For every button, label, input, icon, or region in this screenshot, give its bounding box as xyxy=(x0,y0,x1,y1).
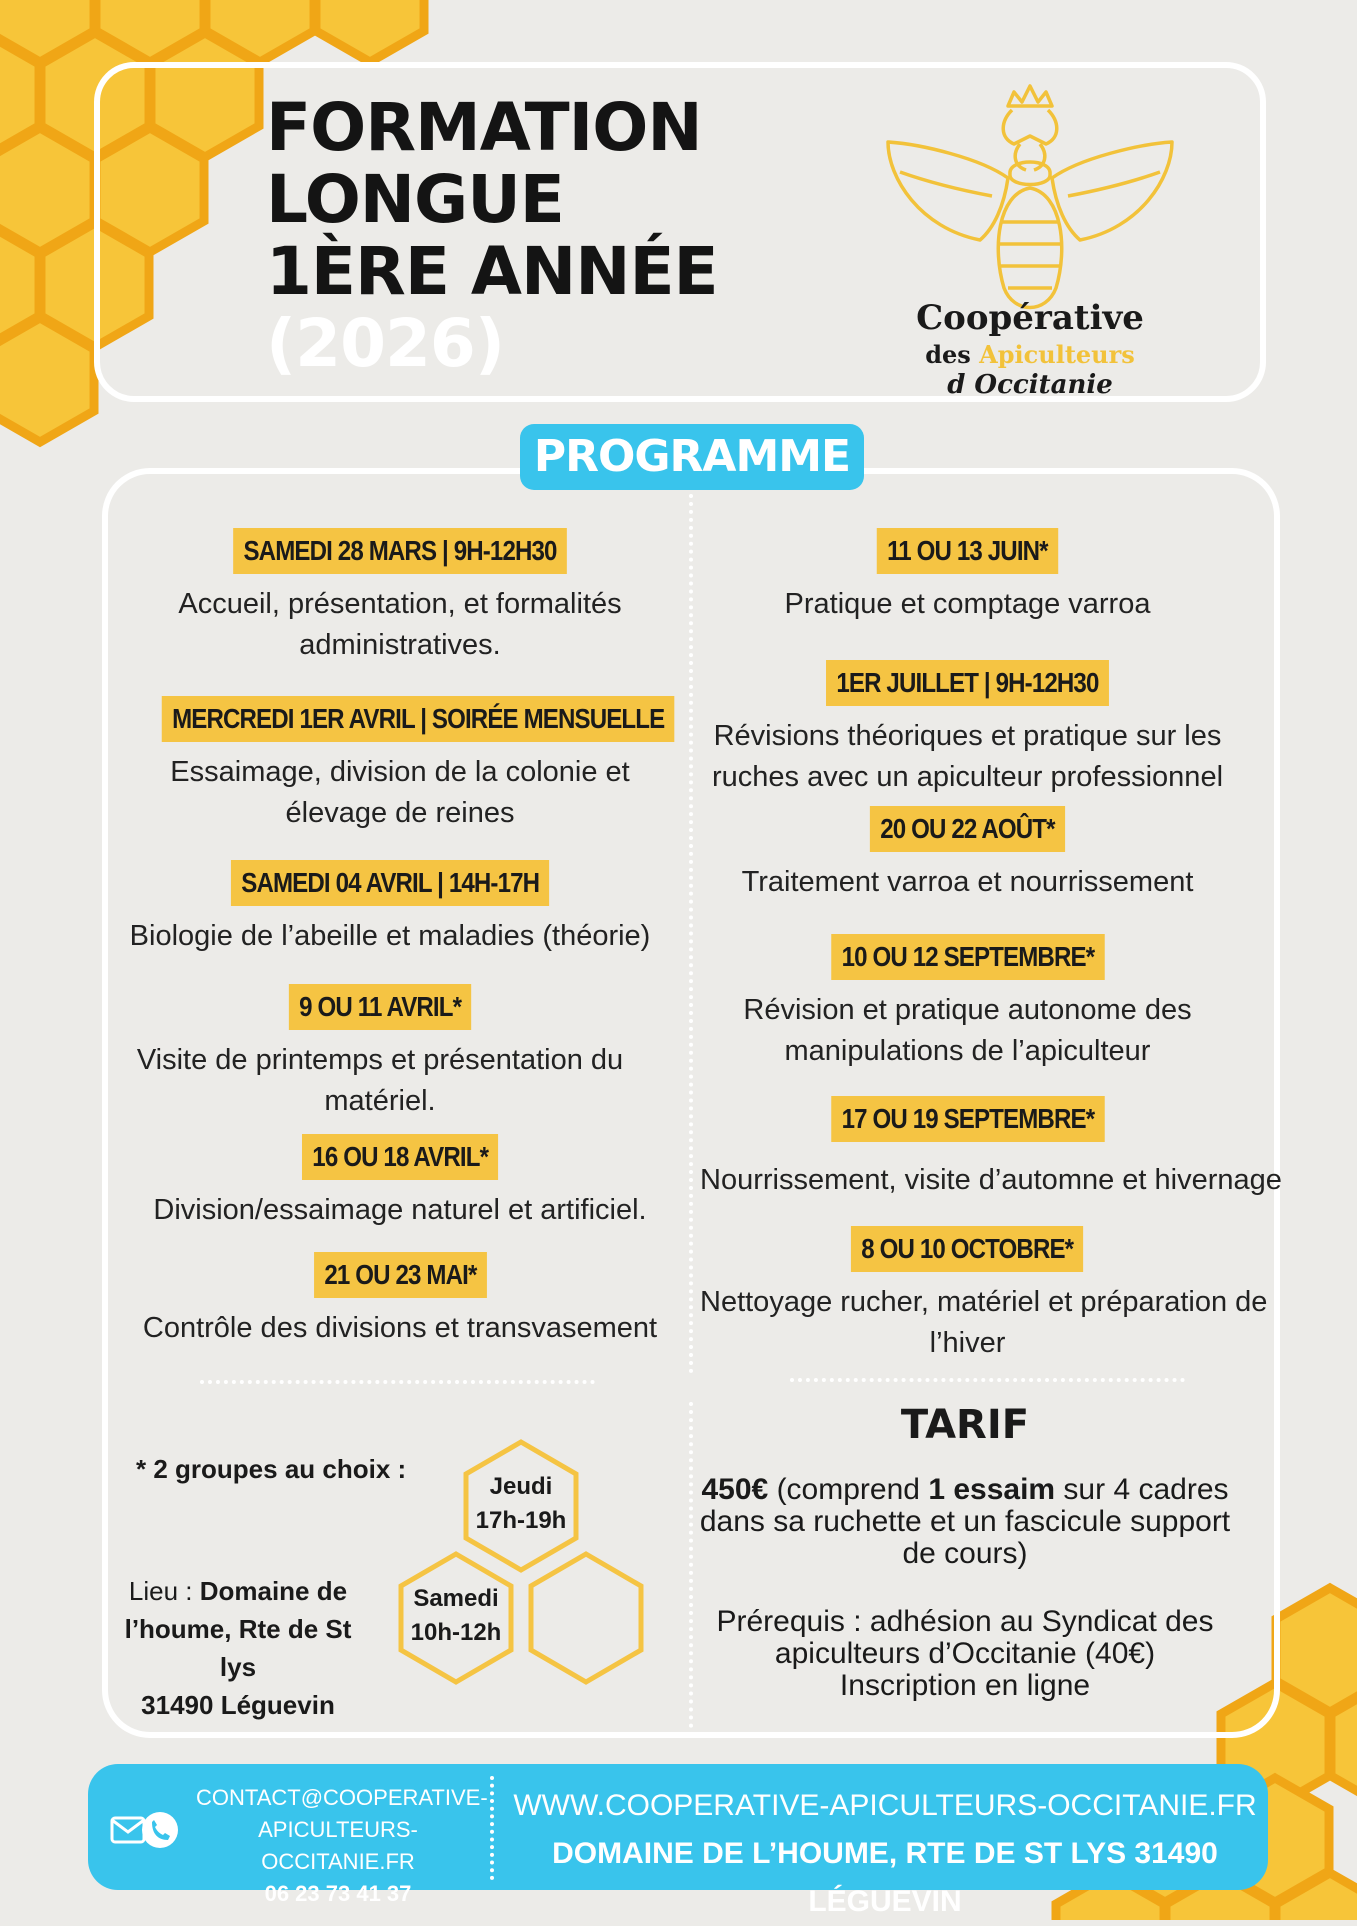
group1-text: Jeudi 17h-19h xyxy=(475,1473,567,1534)
schedule-item xyxy=(120,1134,680,1231)
date-tag: 10 OU 12 SEPTEMBRE* xyxy=(831,934,1104,980)
logo-text-line3: d Occitanie xyxy=(947,370,1113,400)
event-description: Division/essaimage naturel et artificiel. xyxy=(153,1194,647,1226)
date-tag: SAMEDI 04 AVRIL | 14H-17H xyxy=(231,860,550,906)
contact-email-phone-icon xyxy=(110,1804,184,1858)
date-tag: 8 OU 10 OCTOBRE* xyxy=(851,1226,1084,1272)
event-description: Révision et pratique autonome des manipulations de l’apiculteur xyxy=(743,994,1192,1067)
schedule-item xyxy=(700,1226,1268,1364)
date-tag: 11 OU 13 JUIN* xyxy=(877,528,1058,574)
left-section-divider xyxy=(200,1380,595,1384)
date-tag: 16 OU 18 AVRIL* xyxy=(302,1134,498,1180)
groups-label: * 2 groupes au choix : xyxy=(136,1454,407,1484)
logo-text-line1: Coopérative xyxy=(916,298,1144,338)
schedule-item xyxy=(700,934,1235,1072)
event-description: Contrôle des divisions et transvasement xyxy=(142,1312,658,1344)
venue-address: Lieu : Domaine de l’houme, Rte de St lys 31490 Léguevin xyxy=(124,1576,352,1720)
title-line-3: 1ÈRE ANNÉE xyxy=(266,233,718,310)
schedule-item xyxy=(120,1252,680,1349)
event-description: Révisions théoriques et pratique sur les ruches avec un apiculteur professionnel xyxy=(711,720,1224,793)
date-tag: 17 OU 19 SEPTEMBRE* xyxy=(831,1096,1104,1142)
date-tag: 21 OU 23 MAI* xyxy=(314,1252,487,1298)
programme-label: PROGRAMME xyxy=(520,424,864,490)
schedule-item xyxy=(100,984,660,1122)
tarif-title: TARIF xyxy=(900,1402,1030,1448)
footer-address: DOMAINE DE L’HOUME, RTE DE ST LYS 31490 LÉGUEVIN xyxy=(552,1837,1218,1918)
footer-web-address xyxy=(505,1782,1265,1926)
event-description: Visite de printemps et présentation du matériel. xyxy=(136,1044,624,1117)
group2-text: Samedi 10h-12h xyxy=(410,1585,502,1646)
schedule-item xyxy=(700,806,1235,903)
column-divider xyxy=(689,494,693,1374)
date-tag: MERCREDI 1ER AVRIL | SOIRÉE MENSUELLE xyxy=(162,696,675,742)
event-description: Nettoyage rucher, matériel et préparation de l’hiver xyxy=(700,1286,1268,1359)
logo-text-line2 xyxy=(880,340,1180,369)
event-description: Accueil, présentation, et formalités administratives. xyxy=(178,588,622,661)
date-tag: SAMEDI 28 MARS | 9H-12H30 xyxy=(233,528,567,574)
schedule-item xyxy=(120,696,680,834)
schedule-item xyxy=(110,860,670,957)
title-line-2: LONGUE xyxy=(266,161,564,238)
event-description: Nourrissement, visite d’automne et hivernage xyxy=(700,1164,1282,1196)
event-description: Biologie de l’abeille et maladies (théorie) xyxy=(129,920,651,952)
event-description: Essaimage, division de la colonie et élevage de reines xyxy=(170,756,630,829)
tarif-description: 450€ (comprend 1 essaim sur 4 cadres dans sa ruchette et un fascicule support de cours) xyxy=(699,1473,1231,1570)
schedule-item xyxy=(700,1096,1282,1201)
date-tag: 9 OU 11 AVRIL* xyxy=(289,984,472,1030)
date-tag: 20 OU 22 AOÛT* xyxy=(870,806,1065,852)
footer-website-link[interactable]: WWW.COOPERATIVE-APICULTEURS-OCCITANIE.FR xyxy=(513,1789,1257,1822)
footer-divider xyxy=(490,1776,494,1880)
event-description: Traitement varroa et nourrissement xyxy=(741,866,1194,898)
logo-text-apiculteurs: Apiculteurs xyxy=(979,340,1135,369)
event-description: Pratique et comptage varroa xyxy=(784,588,1151,620)
footer-contact xyxy=(196,1782,488,1910)
title-year: (2026) xyxy=(266,305,505,382)
date-tag: 1ER JUILLET | 9H-12H30 xyxy=(826,660,1109,706)
footer-phone[interactable]: 06 23 73 41 37 xyxy=(264,1881,412,1906)
title-line-1: FORMATION xyxy=(266,89,702,166)
footer-email[interactable]: CONTACT@COOPERATIVE- APICULTEURS-OCCITANIE.FR xyxy=(196,1785,488,1874)
right-section-divider xyxy=(790,1378,1185,1382)
schedule-item xyxy=(120,528,680,666)
logo-text-des: des xyxy=(925,340,980,369)
prerequisites: Prérequis : adhésion au Syndicat des apiculteurs d’Occitanie (40€) Inscription en ligne xyxy=(716,1605,1214,1702)
schedule-item xyxy=(700,660,1235,798)
schedule-item xyxy=(700,528,1235,625)
